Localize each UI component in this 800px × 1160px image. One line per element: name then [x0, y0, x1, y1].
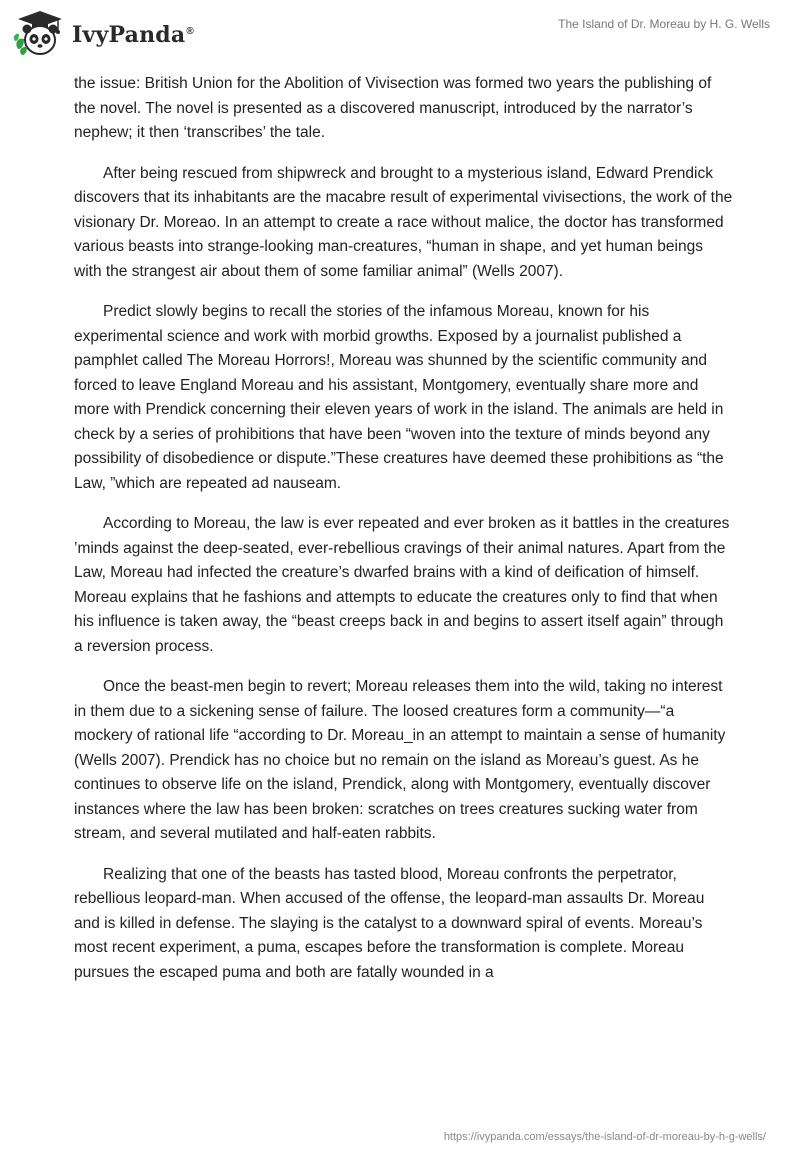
panda-graduate-icon — [12, 9, 68, 59]
essay-body — [74, 72, 734, 1001]
paragraph-1: the issue: British Union for the Abolition of Vivisection was formed two years the publishing of the novel. The novel is presented as a discovered manuscript, introduced by the narrator’s nephew; it then ‘transcribes’ the tale. — [74, 75, 712, 141]
paragraph-5: Once the beast-men begin to revert; Moreau releases them into the wild, taking no interest in them due to a sickening sense of failure. The loosed creatures form a community—“a mockery of rational life “according to Dr. Moreau_in an attempt to maintain a sense of humanity (Wells 2007). Prendick has no choice but no remain on the island as Moreau’s guest. As he continues to observe life on the island, Prendick, along with Montgomery, eventually discover instances where the law has been broken: scratches on trees creatures sucking water from stream, and several mutilated and half-eaten rabbits. — [74, 678, 726, 842]
ivypanda-logo[interactable] — [12, 8, 194, 60]
source-url[interactable]: https://ivypanda.com/essays/the-island-of-dr-moreau-by-h-g-wells/ — [443, 1131, 766, 1143]
registered-mark: ® — [186, 25, 194, 37]
paragraph-4: According to Moreau, the law is ever repeated and ever broken as it battles in the creatures ’minds against the deep-seated, ever-rebellious cravings of their animal natures. Apart from the Law, Moreau had infected the creature’s dwarfed brains with a kind of deification of himself. Moreau explains that he fashions and attempts to educate the creatures only to find that when his influence is taken away, the “beast creeps back in and begins to assert itself again” through a reversion process. — [74, 515, 730, 655]
brand-name — [72, 22, 194, 48]
paragraph-6: Realizing that one of the beasts has tasted blood, Moreau confronts the perpetrator, rebellious leopard-man. When accused of the offense, the leopard-man assaults Dr. Moreau and is killed in defense. The slaying is the catalyst to a downward spiral of events. Moreau’s most recent experiment, a puma, escapes before the transformation is complete. Moreau pursues the escaped puma and both are fatally wounded in a — [74, 865, 705, 981]
paragraph-3: Predict slowly begins to recall the stories of the infamous Moreau, known for his experimental science and work with morbid growths. Exposed by a journalist published a pamphlet called The Moreau Horrors!, Moreau was shunned by the scientific community and forced to leave England Moreau and his assistant, Montgomery, eventually share more and more with Prendick concerning their eleven years of work in the island. The animals are held in check by a series of prohibitions that have been “woven into the texture of minds beyond any possibility of disobedience or dispute.”These creatures have deemed these prohibitions as “the Law, ”which are repeated ad nauseam. — [74, 303, 724, 492]
brand-name-text: IvyPanda — [72, 22, 186, 48]
document-title: The Island of Dr. Moreau by H. G. Wells — [558, 17, 770, 31]
paragraph-2: After being rescued from shipwreck and brought to a mysterious island, Edward Prendick discovers that its inhabitants are the macabre result of experimental vivisections, the work of the visionary Dr. Moreao. In an attempt to create a race without malice, the doctor has transformed various beasts into strange-looking man-creatures, “human in shape, and yet human beings with the strangest air about them of some familiar animal” (Wells 2007). — [74, 164, 733, 280]
page-header — [0, 0, 800, 64]
